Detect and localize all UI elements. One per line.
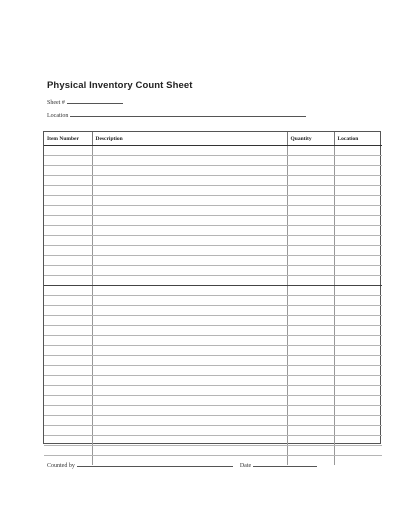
table-row <box>44 406 382 416</box>
location-cell[interactable] <box>334 436 382 446</box>
table-row <box>44 176 382 186</box>
item-number-cell[interactable] <box>44 236 92 246</box>
counted-by-label: Counted by <box>47 463 75 469</box>
quantity-cell[interactable] <box>287 256 334 266</box>
table-row <box>44 396 382 406</box>
location-cell[interactable] <box>334 196 382 206</box>
location-cell[interactable] <box>334 216 382 226</box>
quantity-cell[interactable] <box>287 196 334 206</box>
table-row <box>44 446 382 456</box>
location-cell[interactable] <box>334 226 382 236</box>
description-cell[interactable] <box>92 166 287 176</box>
item-number-cell[interactable] <box>44 316 92 326</box>
location-cell[interactable] <box>334 396 382 406</box>
quantity-cell[interactable] <box>287 146 334 156</box>
sheet-number-label: Sheet # <box>47 100 65 106</box>
table-row <box>44 316 382 326</box>
description-cell[interactable] <box>92 396 287 406</box>
table-row <box>44 296 382 306</box>
description-cell[interactable] <box>92 226 287 236</box>
location-cell[interactable] <box>334 206 382 216</box>
table-row <box>44 346 382 356</box>
description-cell[interactable] <box>92 446 287 456</box>
item-number-cell[interactable] <box>44 436 92 446</box>
description-cell[interactable] <box>92 406 287 416</box>
description-cell[interactable] <box>92 416 287 426</box>
location-cell[interactable] <box>334 246 382 256</box>
table-row <box>44 386 382 396</box>
location-cell[interactable] <box>334 376 382 386</box>
item-number-cell[interactable] <box>44 216 92 226</box>
item-number-cell[interactable] <box>44 226 92 236</box>
location-label: Location <box>47 113 69 119</box>
location-cell[interactable] <box>334 256 382 266</box>
quantity-cell[interactable] <box>287 326 334 336</box>
quantity-cell[interactable] <box>287 206 334 216</box>
table-row <box>44 206 382 216</box>
location-cell[interactable] <box>334 456 382 466</box>
location-cell[interactable] <box>334 306 382 316</box>
item-number-cell[interactable] <box>44 326 92 336</box>
location-cell[interactable] <box>334 366 382 376</box>
description-cell[interactable] <box>92 276 287 286</box>
quantity-cell[interactable] <box>287 316 334 326</box>
date-blank[interactable] <box>253 460 317 467</box>
quantity-cell[interactable] <box>287 226 334 236</box>
description-cell[interactable] <box>92 256 287 266</box>
table-row <box>44 166 382 176</box>
counted-by-blank[interactable] <box>77 460 233 467</box>
quantity-cell[interactable] <box>287 176 334 186</box>
description-cell[interactable] <box>92 186 287 196</box>
table-row <box>44 326 382 336</box>
item-number-cell[interactable] <box>44 256 92 266</box>
location-blank[interactable] <box>70 110 306 117</box>
column-header-item-number: Item Number <box>44 132 92 146</box>
item-number-cell[interactable] <box>44 156 92 166</box>
item-number-cell[interactable] <box>44 266 92 276</box>
item-number-cell[interactable] <box>44 376 92 386</box>
description-cell[interactable] <box>92 196 287 206</box>
location-cell[interactable] <box>334 166 382 176</box>
item-number-cell[interactable] <box>44 166 92 176</box>
table-row <box>44 186 382 196</box>
location-cell[interactable] <box>334 336 382 346</box>
location-cell[interactable] <box>334 236 382 246</box>
item-number-cell[interactable] <box>44 386 92 396</box>
item-number-cell[interactable] <box>44 406 92 416</box>
item-number-cell[interactable] <box>44 366 92 376</box>
location-cell[interactable] <box>334 386 382 396</box>
quantity-cell[interactable] <box>287 236 334 246</box>
signature-footer <box>47 460 317 469</box>
quantity-cell[interactable] <box>287 436 334 446</box>
table-body <box>44 146 382 466</box>
table-row <box>44 336 382 346</box>
table-row <box>44 276 382 286</box>
quantity-cell[interactable] <box>287 216 334 226</box>
quantity-cell[interactable] <box>287 266 334 276</box>
sheet-number-field <box>47 97 123 106</box>
item-number-cell[interactable] <box>44 146 92 156</box>
column-header-quantity: Quantity <box>287 132 334 146</box>
quantity-cell[interactable] <box>287 366 334 376</box>
table-row <box>44 196 382 206</box>
item-number-cell[interactable] <box>44 206 92 216</box>
quantity-cell[interactable] <box>287 306 334 316</box>
item-number-cell[interactable] <box>44 246 92 256</box>
quantity-cell[interactable] <box>287 246 334 256</box>
inventory-table-frame <box>43 131 381 444</box>
table-row <box>44 156 382 166</box>
location-cell[interactable] <box>334 276 382 286</box>
description-cell[interactable] <box>92 206 287 216</box>
description-cell[interactable] <box>92 296 287 306</box>
location-cell[interactable] <box>334 326 382 336</box>
description-cell[interactable] <box>92 366 287 376</box>
description-cell[interactable] <box>92 386 287 396</box>
location-cell[interactable] <box>334 176 382 186</box>
description-cell[interactable] <box>92 156 287 166</box>
quantity-cell[interactable] <box>287 186 334 196</box>
quantity-cell[interactable] <box>287 446 334 456</box>
item-number-cell[interactable] <box>44 396 92 406</box>
description-cell[interactable] <box>92 306 287 316</box>
quantity-cell[interactable] <box>287 346 334 356</box>
location-cell[interactable] <box>334 296 382 306</box>
item-number-cell[interactable] <box>44 416 92 426</box>
item-number-cell[interactable] <box>44 306 92 316</box>
quantity-cell[interactable] <box>287 426 334 436</box>
quantity-cell[interactable] <box>287 416 334 426</box>
item-number-cell[interactable] <box>44 186 92 196</box>
column-header-description: Description <box>92 132 287 146</box>
quantity-cell[interactable] <box>287 356 334 366</box>
location-cell[interactable] <box>334 346 382 356</box>
location-cell[interactable] <box>334 406 382 416</box>
column-header-location: Location <box>334 132 382 146</box>
item-number-cell[interactable] <box>44 446 92 456</box>
description-cell[interactable] <box>92 316 287 326</box>
table-row <box>44 146 382 156</box>
quantity-cell[interactable] <box>287 406 334 416</box>
quantity-cell[interactable] <box>287 336 334 346</box>
description-cell[interactable] <box>92 246 287 256</box>
item-number-cell[interactable] <box>44 196 92 206</box>
table-row <box>44 256 382 266</box>
description-cell[interactable] <box>92 346 287 356</box>
description-cell[interactable] <box>92 376 287 386</box>
item-number-cell[interactable] <box>44 286 92 296</box>
location-cell[interactable] <box>334 286 382 296</box>
item-number-cell[interactable] <box>44 336 92 346</box>
location-cell[interactable] <box>334 356 382 366</box>
description-cell[interactable] <box>92 146 287 156</box>
table-row <box>44 226 382 236</box>
table-row <box>44 286 382 296</box>
table-row <box>44 416 382 426</box>
quantity-cell[interactable] <box>287 276 334 286</box>
sheet-number-blank[interactable] <box>67 97 123 104</box>
location-cell[interactable] <box>334 146 382 156</box>
description-cell[interactable] <box>92 426 287 436</box>
location-cell[interactable] <box>334 266 382 276</box>
page-title: Physical Inventory Count Sheet <box>47 80 193 91</box>
location-cell[interactable] <box>334 156 382 166</box>
table-row <box>44 436 382 446</box>
description-cell[interactable] <box>92 336 287 346</box>
description-cell[interactable] <box>92 236 287 246</box>
table-row <box>44 216 382 226</box>
quantity-cell[interactable] <box>287 376 334 386</box>
description-cell[interactable] <box>92 286 287 296</box>
date-label: Date <box>239 463 252 469</box>
quantity-cell[interactable] <box>287 396 334 406</box>
inventory-table <box>44 132 382 465</box>
table-row <box>44 356 382 366</box>
item-number-cell[interactable] <box>44 346 92 356</box>
location-cell[interactable] <box>334 446 382 456</box>
location-field <box>47 110 306 119</box>
item-number-cell[interactable] <box>44 356 92 366</box>
item-number-cell[interactable] <box>44 276 92 286</box>
table-row <box>44 246 382 256</box>
quantity-cell[interactable] <box>287 286 334 296</box>
description-cell[interactable] <box>92 216 287 226</box>
quantity-cell[interactable] <box>287 296 334 306</box>
table-row <box>44 376 382 386</box>
item-number-cell[interactable] <box>44 426 92 436</box>
description-cell[interactable] <box>92 176 287 186</box>
item-number-cell[interactable] <box>44 176 92 186</box>
table-row <box>44 236 382 246</box>
item-number-cell[interactable] <box>44 296 92 306</box>
quantity-cell[interactable] <box>287 386 334 396</box>
table-row <box>44 266 382 276</box>
location-cell[interactable] <box>334 416 382 426</box>
table-row <box>44 306 382 316</box>
table-header-row <box>44 132 382 146</box>
quantity-cell[interactable] <box>287 156 334 166</box>
description-cell[interactable] <box>92 356 287 366</box>
location-cell[interactable] <box>334 316 382 326</box>
table-row <box>44 426 382 436</box>
table-row <box>44 366 382 376</box>
location-cell[interactable] <box>334 426 382 436</box>
description-cell[interactable] <box>92 436 287 446</box>
location-cell[interactable] <box>334 186 382 196</box>
description-cell[interactable] <box>92 326 287 336</box>
quantity-cell[interactable] <box>287 166 334 176</box>
description-cell[interactable] <box>92 266 287 276</box>
